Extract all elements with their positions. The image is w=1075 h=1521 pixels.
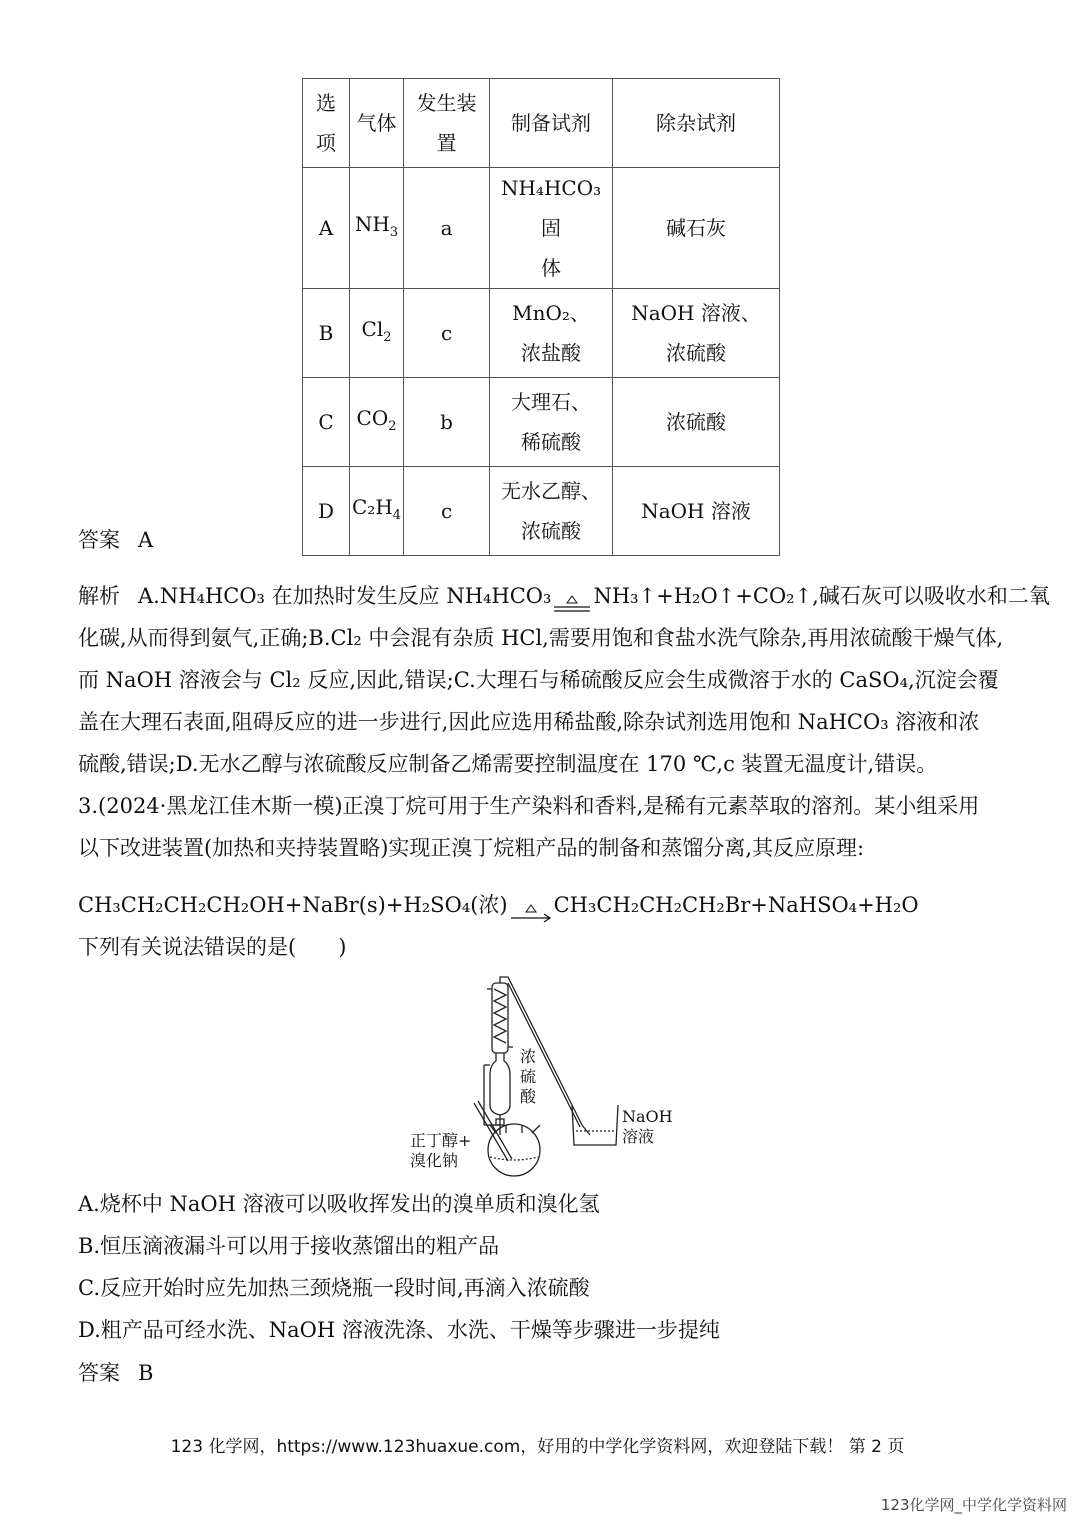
row-prep: 无水乙醇、 浓硫酸 — [490, 467, 613, 556]
table-row — [303, 467, 780, 556]
row-option: A — [303, 168, 350, 289]
row-device: a — [404, 168, 490, 289]
row-gas: $C_2H_4$ — [350, 467, 404, 556]
row-gas: $CO_2$ — [350, 378, 404, 467]
analysis-line-5: 硫酸,错误;D.无水乙醇与浓硫酸反应制备乙烯需要控制温度在 170 ℃,c 装置无温度计,错误。 — [78, 752, 938, 776]
question-line-2: 以下改进装置(加热和夹持装置略)实现正溴丁烷粗产品的制备和蒸馏分离,其反应原理: — [78, 836, 865, 860]
row-gas: $Cl_2$ — [350, 289, 404, 378]
answer-label: 答案 — [78, 1361, 120, 1385]
label-naoh-solution: NaOH 溶液 — [622, 1107, 673, 1146]
row-option: B — [303, 289, 350, 378]
header-prep: 制备试剂 — [490, 79, 613, 168]
options-table — [302, 78, 780, 556]
apparatus-figure — [404, 975, 684, 1180]
row-prep: 大理石、 稀硫酸 — [490, 378, 613, 467]
page-footer: 123 化学网，https://www.123huaxue.com，好用的中学化学资料网，欢迎登陆下载！ 第 2 页 — [170, 1437, 905, 1457]
option-c: C.反应开始时应先加热三颈烧瓶一段时间,再滴入浓硫酸 — [78, 1276, 590, 1300]
label-conc-acid: 浓 硫 酸 — [520, 1047, 537, 1106]
table-row — [303, 168, 780, 289]
row-purify: NaOH 溶液、 浓硫酸 — [613, 289, 780, 378]
heat-equals-icon — [553, 588, 591, 608]
answer-value: B — [138, 1361, 154, 1385]
answer-2 — [78, 1352, 153, 1394]
row-prep: NH₄HCO₃ 固 体 — [490, 168, 613, 289]
option-b: B.恒压滴液漏斗可以用于接收蒸馏出的粗产品 — [78, 1234, 500, 1258]
label-flask-contents: 正丁醇+ 溴化钠 — [410, 1131, 472, 1170]
table-header-row — [303, 79, 780, 168]
option-a: A.烧杯中 NaOH 溶液可以吸收挥发出的溴单质和溴化氢 — [78, 1192, 600, 1216]
header-option: 选项 — [303, 79, 350, 168]
row-purify: NaOH 溶液 — [613, 467, 780, 556]
answer-value: A — [138, 528, 154, 552]
watermark: 123化学网_中学化学资料网 — [880, 1496, 1067, 1514]
question-prompt: 下列有关说法错误的是( ) — [78, 935, 347, 959]
row-device: b — [404, 378, 490, 467]
heat-arrow-icon — [510, 897, 552, 917]
analysis-label: 解析 — [78, 584, 120, 608]
header-gas: 气体 — [350, 79, 404, 168]
analysis-line-2: 化碳,从而得到氨气,正确;B.Cl₂ 中会混有杂质 HCl,需要用饱和食盐水洗气除杂,再用浓硫酸干燥气体, — [78, 626, 1004, 650]
row-device: c — [404, 289, 490, 378]
answer-label: 答案 — [78, 528, 120, 552]
row-purify: 碱石灰 — [613, 168, 780, 289]
analysis-line-1: 解析 A.NH₄HCO₃ 在加热时发生反应 NH₄HCO₃ NH₃↑+H₂O↑+CO₂↑,碱石灰可以吸收水和二氧 — [78, 584, 1050, 608]
answer-1 — [78, 519, 153, 561]
table-row — [303, 289, 780, 378]
question-line-1: 3.(2024·黑龙江佳木斯一模)正溴丁烷可用于生产染料和香料,是稀有元素萃取的溶剂。某小组采用 — [78, 794, 980, 818]
option-d: D.粗产品可经水洗、NaOH 溶液洗涤、水洗、干燥等步骤进一步提纯 — [78, 1318, 720, 1342]
table-row — [303, 378, 780, 467]
reaction-equation: CH₃CH₂CH₂CH₂OH+NaBr(s)+H₂SO₄(浓) CH₃CH₂CH₂CH₂Br+NaHSO₄+H₂O — [78, 884, 919, 926]
header-device: 发生装置 — [404, 79, 490, 168]
header-purify: 除杂试剂 — [613, 79, 780, 168]
row-prep: MnO₂、 浓盐酸 — [490, 289, 613, 378]
row-gas: $NH_3$ — [350, 168, 404, 289]
row-device: c — [404, 467, 490, 556]
analysis-line-3: 而 NaOH 溶液会与 Cl₂ 反应,因此,错误;C.大理石与稀硫酸反应会生成微溶于水的 CaSO₄,沉淀会覆 — [78, 668, 999, 692]
row-purify: 浓硫酸 — [613, 378, 780, 467]
row-option: D — [303, 467, 350, 556]
row-option: C — [303, 378, 350, 467]
analysis-line-4: 盖在大理石表面,阻碍反应的进一步进行,因此应选用稀盐酸,除杂试剂选用饱和 NaHCO₃ 溶液和浓 — [78, 710, 980, 734]
